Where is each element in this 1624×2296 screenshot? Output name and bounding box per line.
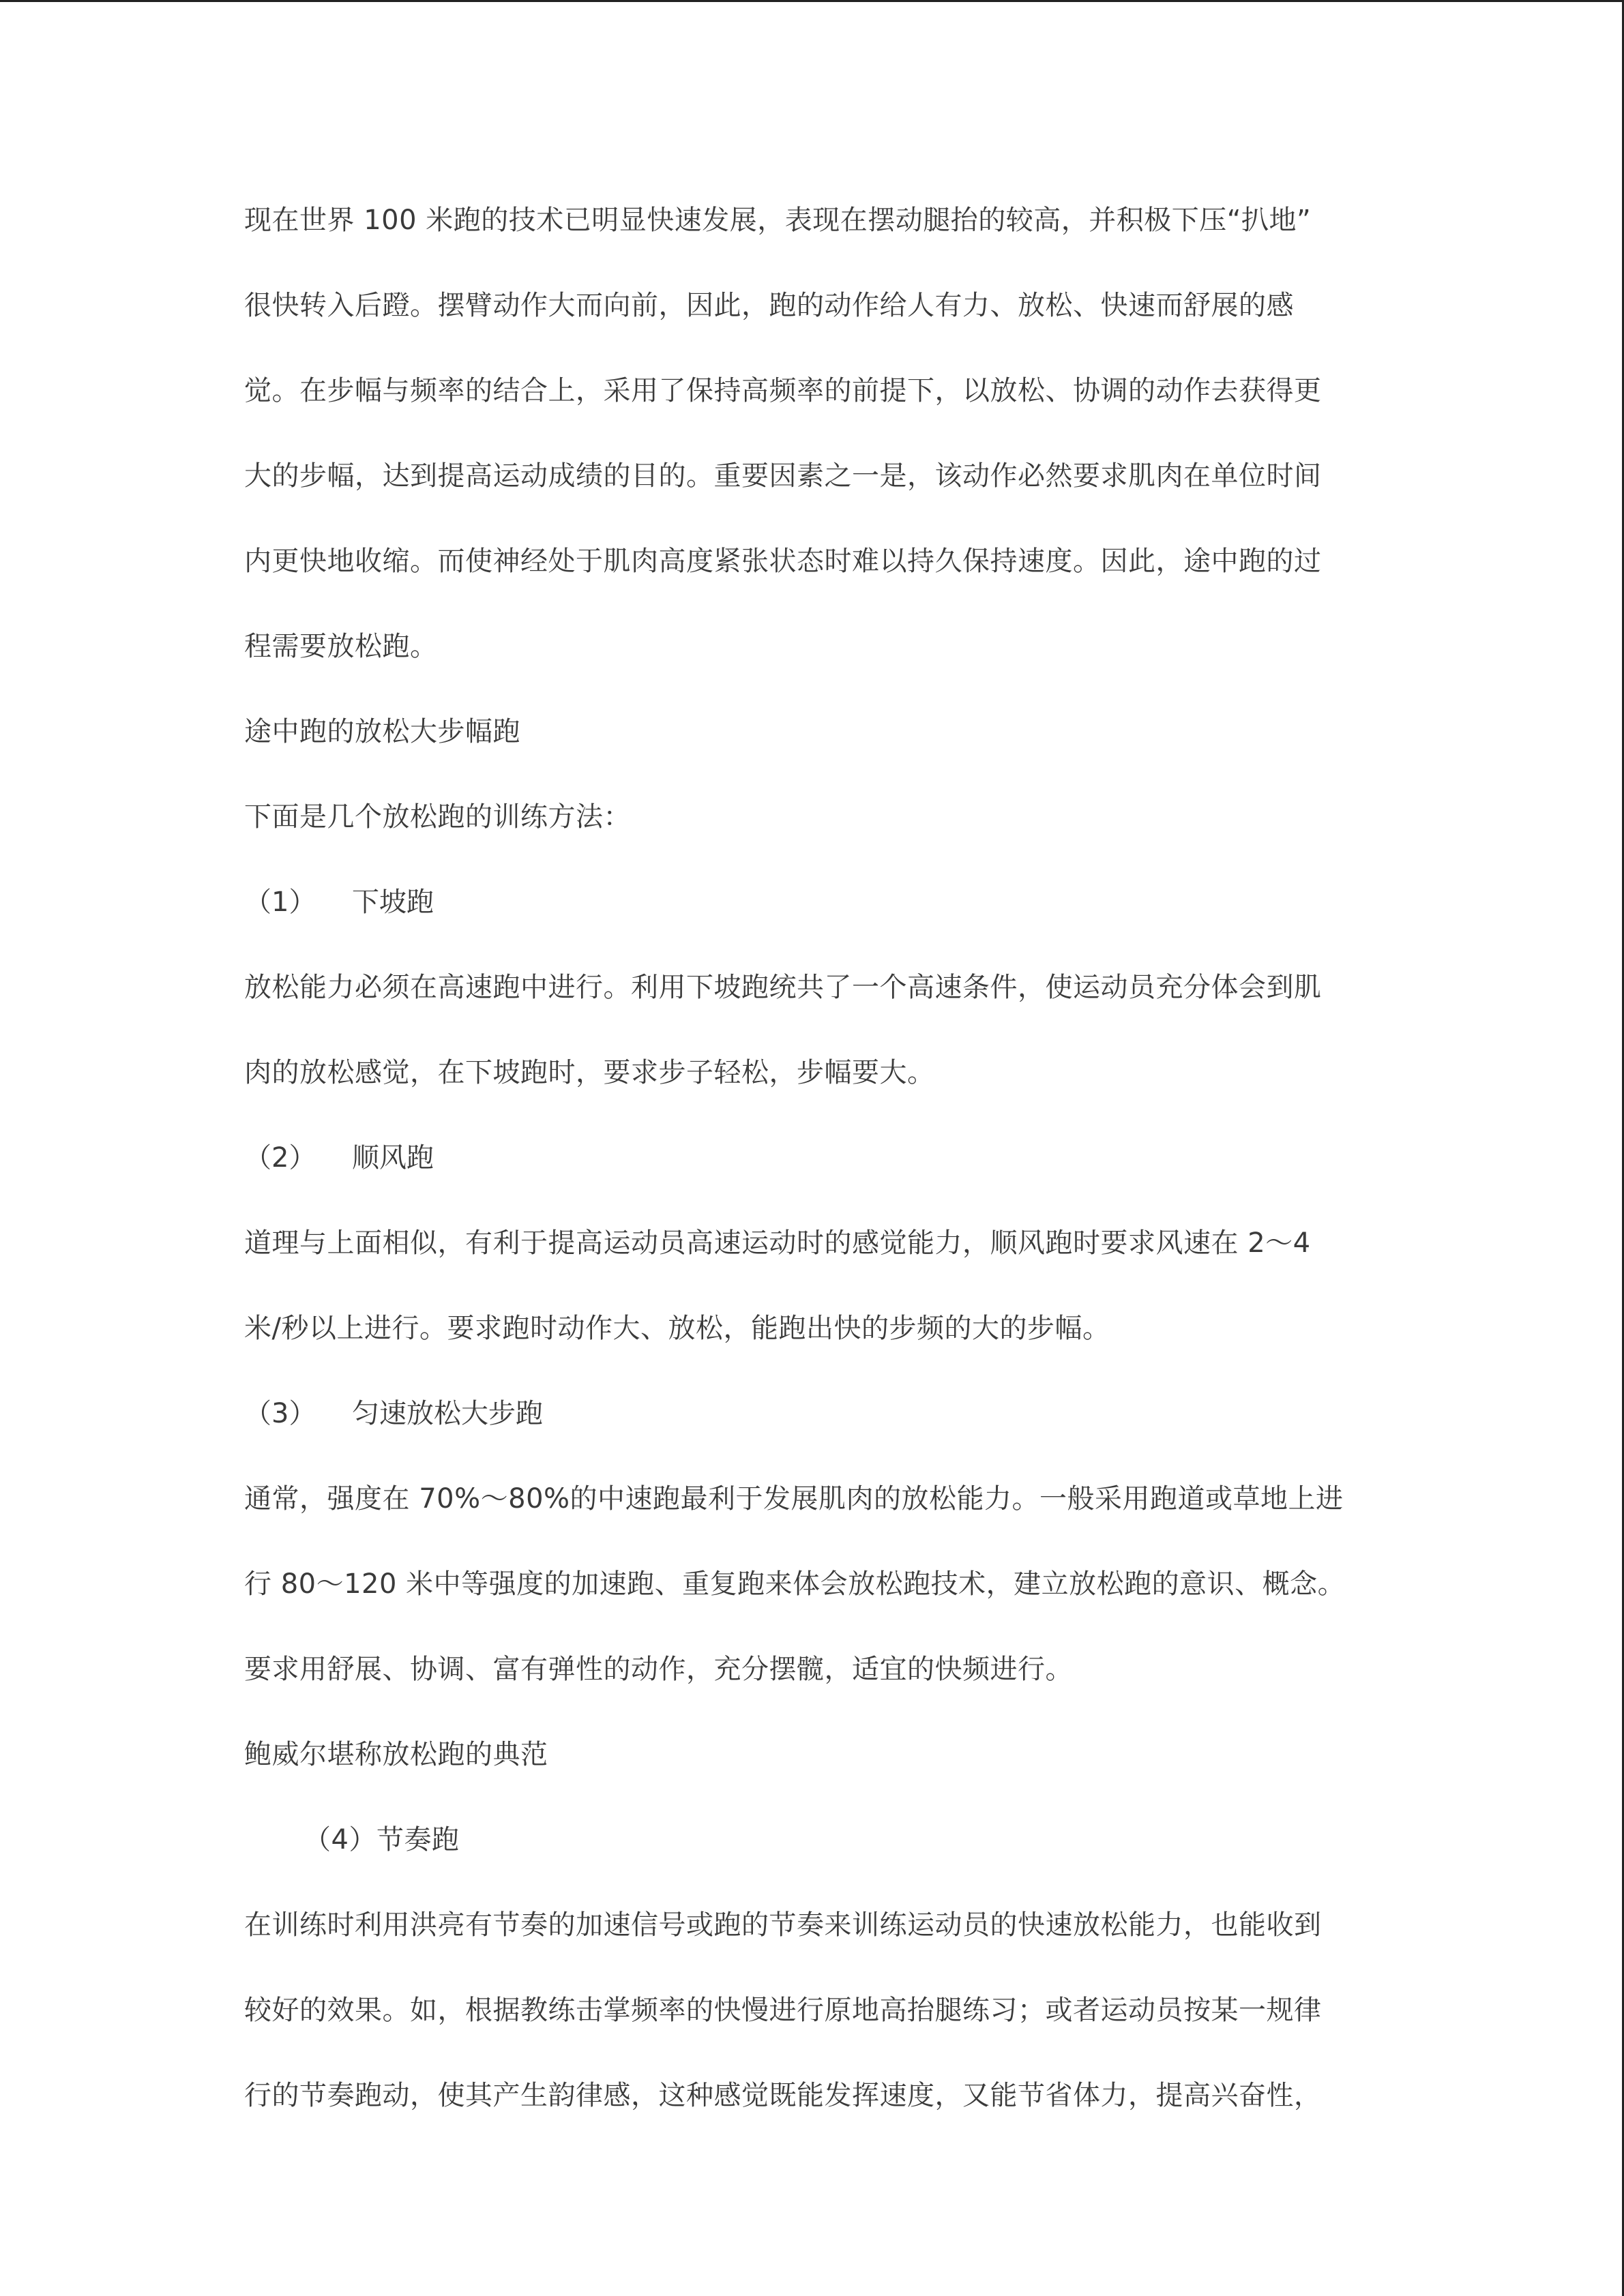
- paragraph-line: 现在世界 100 米跑的技术已明显快速发展，表现在摆动腿抬的较高，并积极下压“扒地”: [244, 205, 1312, 236]
- list-item-number: （1）: [244, 886, 316, 918]
- list-item-label: 匀速放松大步跑: [352, 1398, 543, 1429]
- section-heading: 途中跑的放松大步幅跑: [244, 716, 520, 747]
- list-item-heading: [244, 860, 1380, 945]
- paragraph-line: 行的节奏跑动，使其产生韵律感，这种感觉既能发挥速度，又能节省体力，提高兴奋性，: [244, 2080, 1322, 2111]
- list-item-number: （2）: [244, 1142, 316, 1174]
- paragraph-line: 肉的放松感觉，在下坡跑时，要求步子轻松，步幅要大。: [244, 1057, 935, 1088]
- paragraph-line: 道理与上面相似，有利于提高运动员高速运动时的感觉能力，顺风跑时要求风速在 2～4: [244, 1227, 1311, 1259]
- paragraph-line: 很快转入后蹬。摆臂动作大而向前，因此，跑的动作给人有力、放松、快速而舒展的感: [244, 290, 1294, 321]
- paragraph-line: 要求用舒展、协调、富有弹性的动作，充分摆髋，适宜的快频进行。: [244, 1654, 1073, 1685]
- list-item-number: （3）: [244, 1398, 316, 1429]
- list-item-heading: （4）节奏跑: [304, 1824, 460, 1855]
- list-item-heading: [244, 1116, 1380, 1201]
- paragraph-line: 行 80～120 米中等强度的加速跑、重复跑来体会放松跑技术，建立放松跑的意识、概念。: [244, 1568, 1346, 1600]
- paragraph-line: 较好的效果。如，根据教练击掌频率的快慢进行原地高抬腿练习；或者运动员按某一规律: [244, 1995, 1322, 2026]
- intro-line: 下面是几个放松跑的训练方法：: [244, 801, 631, 833]
- paragraph-line: 内更快地收缩。而使神经处于肌肉高度紧张状态时难以持久保持速度。因此，途中跑的过: [244, 546, 1322, 577]
- paragraph-line: 程需要放松跑。: [244, 631, 438, 662]
- list-item-label: 顺风跑: [352, 1142, 434, 1174]
- paragraph-line: 米/秒以上进行。要求跑时动作大、放松，能跑出快的步频的大的步幅。: [244, 1313, 1110, 1344]
- list-item-heading: [244, 1371, 1380, 1457]
- paragraph-line: 通常，强度在 70%～80%的中速跑最利于发展肌肉的放松能力。一般采用跑道或草地上进: [244, 1483, 1344, 1515]
- paragraph-line: 放松能力必须在高速跑中进行。利用下坡跑统共了一个高速条件，使运动员充分体会到肌: [244, 972, 1322, 1003]
- paragraph-line: 觉。在步幅与频率的结合上，采用了保持高频率的前提下，以放松、协调的动作去获得更: [244, 375, 1322, 406]
- paragraph-line: 大的步幅，达到提高运动成绩的目的。重要因素之一是，该动作必然要求肌肉在单位时间: [244, 460, 1322, 492]
- list-item-label: 下坡跑: [352, 886, 434, 918]
- document-body: [244, 178, 1380, 2138]
- caption-line: 鲍威尔堪称放松跑的典范: [244, 1739, 548, 1770]
- paragraph-line: 在训练时利用洪亮有节奏的加速信号或跑的节奏来训练运动员的快速放松能力，也能收到: [244, 1909, 1322, 1941]
